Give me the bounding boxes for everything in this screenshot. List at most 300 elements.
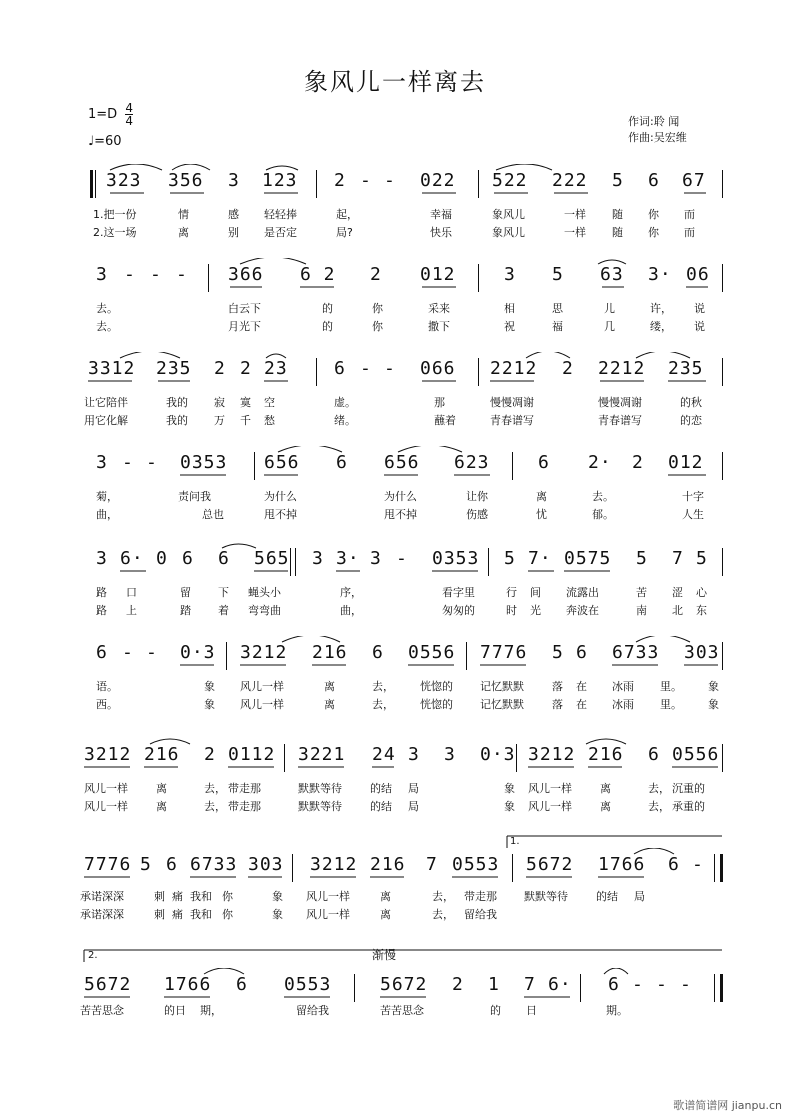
note-group: 216 (588, 744, 624, 765)
lyric: 而 (684, 226, 695, 239)
note-group: 2 (240, 358, 252, 379)
lyric: 的 (322, 320, 333, 333)
lyric: 空 (264, 396, 275, 409)
lyric: 恍惚的 (420, 698, 453, 711)
time-signature-numerator: 4 (125, 101, 133, 115)
lyric: 愁 (264, 414, 275, 427)
lyric: 我和 (190, 908, 212, 921)
lyric: 风儿一样 (528, 800, 572, 813)
lyric: 绪。 (334, 414, 356, 427)
note-group: 522 (492, 170, 528, 191)
note-group: 6 (166, 854, 178, 875)
note-group: 356 (168, 170, 204, 191)
lyric: 相 (504, 302, 515, 315)
lyric: 情 (178, 208, 189, 221)
lyric: 那 (434, 396, 445, 409)
lyric: 着 (218, 604, 229, 617)
lyricist: 作词:聆 闻 (628, 115, 680, 128)
note-group: 5 (140, 854, 152, 875)
note-group: 2212 (490, 358, 538, 379)
note-group: 216 (312, 642, 348, 663)
lyric: 的日 (164, 1004, 186, 1017)
note-group: 3212 (240, 642, 288, 663)
lyric: 西。 (96, 698, 118, 711)
note-group: 6733 (190, 854, 238, 875)
lyric: 几 (604, 320, 615, 333)
lyric: 冰雨 (612, 698, 634, 711)
lyric: 1.把一份 (93, 208, 137, 221)
note-group: 2 (632, 452, 644, 473)
lyric: 的恋 (680, 414, 702, 427)
lyric: 思 (552, 302, 563, 315)
lyric: 甩不掉 (264, 508, 297, 521)
lyric: 承诺深深 (80, 908, 124, 921)
lyric-line-2 (0, 602, 790, 618)
lyric: 间 (530, 586, 541, 599)
lyric: 象 (272, 908, 283, 921)
note-group: 6733 (612, 642, 660, 663)
note-group: 63 (600, 264, 624, 285)
lyric: 甩不掉 (384, 508, 417, 521)
lyric: 南 (636, 604, 647, 617)
note-group: 2 (334, 170, 346, 191)
note-group: 6 (334, 358, 346, 379)
lyric: 我的 (166, 414, 188, 427)
note-group: 3212 (84, 744, 132, 765)
lyric: 记忆默默 (480, 680, 524, 693)
note-group: 6· (120, 548, 144, 569)
lyric: 十字 (682, 490, 704, 503)
lyric: 寞 (240, 396, 251, 409)
lyric: 序， (340, 586, 362, 599)
lyric: 踏 (180, 604, 191, 617)
note-group: 5 (696, 548, 708, 569)
note-group: 2 (370, 264, 382, 285)
note-group: 6 2 (300, 264, 336, 285)
note-group: 2 (204, 744, 216, 765)
lyric: 用它化解 (84, 414, 128, 427)
note-group: 6 (372, 642, 384, 663)
note-group: 3312 (88, 358, 136, 379)
lyric-line-1 (0, 780, 790, 796)
lyric: 离 (536, 490, 547, 503)
note-group: 123 (262, 170, 298, 191)
note-group: 0553 (284, 974, 332, 995)
lyric: 去， (648, 800, 670, 813)
slurs (0, 446, 790, 486)
lyric: 痛 (172, 890, 183, 903)
lyric: 留给我 (464, 908, 497, 921)
lyric: 苦苦思念 (80, 1004, 124, 1017)
lyric: 的结 (370, 782, 392, 795)
lyric: 风儿一样 (240, 698, 284, 711)
lyric: 离 (380, 890, 391, 903)
note-group: - (122, 642, 134, 663)
lyric: 期。 (606, 1004, 628, 1017)
song-title: 象风儿一样离去 (304, 68, 486, 96)
lyric: 日 (526, 1004, 537, 1017)
volta-bracket-first (0, 834, 790, 848)
lyric: 去， (204, 800, 226, 813)
lyric-line-2 (0, 696, 790, 712)
note-group: 1 (488, 974, 500, 995)
lyric: 沉重的 (672, 782, 705, 795)
lyric: 离 (156, 800, 167, 813)
lyric: 象 (504, 782, 515, 795)
lyric: 曲， (96, 508, 118, 521)
lyric: 的 (322, 302, 333, 315)
note-group: 3 (228, 170, 240, 191)
note-group: - (680, 974, 692, 995)
lyric: 路 (96, 586, 107, 599)
lyric-line-2 (0, 412, 790, 428)
note-group: 3· (648, 264, 672, 285)
lyric: 留给我 (296, 1004, 329, 1017)
lyric: 曲， (340, 604, 362, 617)
note-group: 3212 (528, 744, 576, 765)
lyric: 祝 (504, 320, 515, 333)
note-group: 0556 (408, 642, 456, 663)
note-group: - (150, 264, 162, 285)
lyric: 2.这一场 (93, 226, 137, 239)
lyric: 幸福 (430, 208, 452, 221)
note-group: 303 (248, 854, 284, 875)
lyric: 恍惚的 (420, 680, 453, 693)
lyric-line-2 (0, 798, 790, 814)
lyric: 随 (612, 226, 623, 239)
lyric: 风儿一样 (240, 680, 284, 693)
lyric: 儿 (604, 302, 615, 315)
slurs (0, 258, 790, 298)
note-group: 3 (96, 452, 108, 473)
note-group: 5 (504, 548, 516, 569)
note-group: 5672 (84, 974, 132, 995)
lyric: 你 (372, 320, 383, 333)
lyric: 去， (372, 680, 394, 693)
lyric: 上 (126, 604, 137, 617)
lyric: 默默等待 (298, 800, 342, 813)
lyric-line-1 (0, 206, 790, 222)
note-group: 235 (668, 358, 704, 379)
note-group: 565 (254, 548, 290, 569)
note-group: 0·3 (480, 744, 516, 765)
lyric: 伤感 (466, 508, 488, 521)
lyric: 去。 (96, 320, 118, 333)
lyric: 离 (380, 908, 391, 921)
key-signature (88, 102, 133, 127)
lyric: 记忆默默 (480, 698, 524, 711)
note-group: 022 (420, 170, 456, 191)
tempo-value: =60 (94, 134, 122, 149)
lyric: 离 (600, 800, 611, 813)
note-group: 5672 (526, 854, 574, 875)
lyric: 采来 (428, 302, 450, 315)
lyric: 是否定 (264, 226, 297, 239)
lyric: 青春谱写 (598, 414, 642, 427)
lyric: 里。 (660, 680, 682, 693)
lyric-line-1 (0, 300, 790, 316)
lyric: 口 (126, 586, 137, 599)
lyric: 离 (324, 698, 335, 711)
note-group: 2· (588, 452, 612, 473)
lyric-line-1 (0, 394, 790, 410)
note-group: 5 (636, 548, 648, 569)
note-group: - (146, 452, 158, 473)
key-label: 1=D (88, 107, 118, 122)
note-group: 7 (672, 548, 684, 569)
lyric: 说 (694, 320, 705, 333)
time-signature-denominator: 4 (125, 114, 133, 128)
note-group: 235 (156, 358, 192, 379)
lyric: 带走那 (228, 782, 261, 795)
lyric: 刺 (154, 890, 165, 903)
lyric: 象 (204, 680, 215, 693)
lyric: 让它陪伴 (84, 396, 128, 409)
lyric-line-2 (0, 506, 790, 522)
note-group: - (396, 548, 408, 569)
lyric: 起， (336, 208, 358, 221)
note-group: - (632, 974, 644, 995)
lyric: 虚。 (334, 396, 356, 409)
lyric: 一样 (564, 226, 586, 239)
lyric-line-2 (0, 224, 790, 240)
note-group: 0353 (432, 548, 480, 569)
lyric: 你 (648, 226, 659, 239)
note-group: 3 (444, 744, 456, 765)
lyric: 局 (408, 782, 419, 795)
lyric: 下 (218, 586, 229, 599)
note-group: 366 (228, 264, 264, 285)
lyric: 许， (650, 302, 672, 315)
lyric: 撒下 (428, 320, 450, 333)
lyric: 象 (708, 680, 719, 693)
slurs (0, 636, 790, 676)
lyric: 期， (200, 1004, 222, 1017)
note-group: 5672 (380, 974, 428, 995)
note-group: 0556 (672, 744, 720, 765)
lyric: 一样 (564, 208, 586, 221)
note-group: 5 (552, 642, 564, 663)
lyric: 冰雨 (612, 680, 634, 693)
note-group: 066 (420, 358, 456, 379)
note-group: 656 (264, 452, 300, 473)
lyric: 离 (156, 782, 167, 795)
volta-bracket-second (0, 948, 790, 962)
lyric: 留 (180, 586, 191, 599)
lyric: 为什么 (384, 490, 417, 503)
lyric: 风儿一样 (306, 890, 350, 903)
lyric: 风儿一样 (84, 800, 128, 813)
lyric-line-2 (0, 906, 790, 922)
lyric: 感 (228, 208, 239, 221)
lyric: 让你 (466, 490, 488, 503)
tempo-marking (88, 134, 122, 149)
note-group: 0 (156, 548, 168, 569)
note-group: - (146, 642, 158, 663)
lyric: 随 (612, 208, 623, 221)
lyric: 在 (576, 698, 587, 711)
note-group: 323 (106, 170, 142, 191)
note-group: 6 (608, 974, 620, 995)
note-group: 7· (528, 548, 552, 569)
composer: 作曲:吴宏维 (628, 131, 687, 144)
lyric: 你 (222, 908, 233, 921)
note-group: 7 (524, 974, 536, 995)
note-group: 3 (504, 264, 516, 285)
lyric: 象风儿 (492, 208, 525, 221)
lyric: 蝇头小 (248, 586, 281, 599)
lyric: 局 (408, 800, 419, 813)
lyric: 去， (372, 698, 394, 711)
note-group: 656 (384, 452, 420, 473)
note-group: 216 (144, 744, 180, 765)
note-group: 24 (372, 744, 396, 765)
lyric: 别 (228, 226, 239, 239)
lyric: 象 (272, 890, 283, 903)
note-group: 0553 (452, 854, 500, 875)
note-group: 6 (182, 548, 194, 569)
lyric: 刺 (154, 908, 165, 921)
lyric: 象 (708, 698, 719, 711)
volta-second: 2. (88, 950, 98, 961)
note-group: 5 (612, 170, 624, 191)
lyric: 轻轻捧 (264, 208, 297, 221)
lyric: 而 (684, 208, 695, 221)
lyric: 白云下 (228, 302, 261, 315)
lyric-line-1 (0, 888, 790, 904)
lyric: 的 (490, 1004, 501, 1017)
note-group: - (124, 264, 136, 285)
volta-first: 1. (510, 836, 520, 847)
slurs (0, 352, 790, 392)
lyric: 象 (504, 800, 515, 813)
lyric: 语。 (96, 680, 118, 693)
lyric: 东 (696, 604, 707, 617)
note-group: 0112 (228, 744, 276, 765)
lyric: 局? (336, 226, 353, 239)
lyric: 的结 (370, 800, 392, 813)
lyric: 承重的 (672, 800, 705, 813)
lyric: 奔波在 (566, 604, 599, 617)
note-group: 6 (668, 854, 680, 875)
lyric: 局 (634, 890, 645, 903)
lyric: 流露出 (566, 586, 599, 599)
lyric: 路 (96, 604, 107, 617)
lyric: 人生 (682, 508, 704, 521)
note-group: - (384, 170, 396, 191)
performance-mark: 渐慢 (372, 948, 397, 962)
lyric: 青春谱写 (490, 414, 534, 427)
note-group: 7 (426, 854, 438, 875)
lyric: 象风儿 (492, 226, 525, 239)
note-group: 7776 (84, 854, 132, 875)
lyric: 离 (600, 782, 611, 795)
time-signature (125, 102, 133, 127)
note-group: - (122, 452, 134, 473)
lyric: 去。 (592, 490, 614, 503)
lyric: 风儿一样 (84, 782, 128, 795)
note-group: - (176, 264, 188, 285)
note-group: 012 (420, 264, 456, 285)
lyric: 涩 (672, 586, 683, 599)
note-group: 3 (312, 548, 324, 569)
lyric: 郁。 (592, 508, 614, 521)
lyric: 光 (530, 604, 541, 617)
note-group: 6 (648, 170, 660, 191)
note-group: 303 (684, 642, 720, 663)
lyric: 离 (324, 680, 335, 693)
lyric: 为什么 (264, 490, 297, 503)
note-group: 67 (682, 170, 706, 191)
lyric: 你 (222, 890, 233, 903)
lyric: 慢慢凋谢 (598, 396, 642, 409)
note-group: - (360, 358, 372, 379)
note-group: 2 (562, 358, 574, 379)
lyric: 苦 (636, 586, 647, 599)
lyric: 风儿一样 (528, 782, 572, 795)
note-group: 0575 (564, 548, 612, 569)
lyric: 去， (432, 908, 454, 921)
lyric: 默默等待 (524, 890, 568, 903)
lyric-line-1 (0, 1002, 790, 1018)
note-group: 3 (96, 264, 108, 285)
note-group: 3221 (298, 744, 346, 765)
lyric: 我的 (166, 396, 188, 409)
lyric: 承诺深深 (80, 890, 124, 903)
lyric: 责问我 (178, 490, 211, 503)
lyric: 看字里 (442, 586, 475, 599)
note-group: 6 (576, 642, 588, 663)
lyric: 默默等待 (298, 782, 342, 795)
slurs (0, 542, 790, 582)
lyric: 北 (672, 604, 683, 617)
note-group: 1766 (598, 854, 646, 875)
note-group: - (360, 170, 372, 191)
note-group: 3 (408, 744, 420, 765)
lyric: 蘸着 (434, 414, 456, 427)
lyric: 去， (648, 782, 670, 795)
slurs (0, 164, 790, 204)
note-group: 5 (552, 264, 564, 285)
watermark: 歌谱简谱网 jianpu.cn (673, 1099, 782, 1112)
credits (628, 114, 687, 146)
note-group: 623 (454, 452, 490, 473)
note-group: 3 (96, 548, 108, 569)
lyric: 弯弯曲 (248, 604, 281, 617)
lyric: 的秋 (680, 396, 702, 409)
lyric: 带走那 (464, 890, 497, 903)
note-group: 2 (214, 358, 226, 379)
note-group: 6 (538, 452, 550, 473)
lyric: 你 (372, 302, 383, 315)
lyric: 我和 (190, 890, 212, 903)
lyric: 离 (178, 226, 189, 239)
lyric: 里。 (660, 698, 682, 711)
note-group: 0·3 (180, 642, 216, 663)
lyric: 象 (204, 698, 215, 711)
note-group: 2 (452, 974, 464, 995)
lyric: 你 (648, 208, 659, 221)
lyric: 说 (694, 302, 705, 315)
note-group: 06 (686, 264, 710, 285)
lyric: 万 (214, 414, 225, 427)
lyric: 落 (552, 680, 563, 693)
lyric: 福 (552, 320, 563, 333)
note-group: 216 (370, 854, 406, 875)
note-group: 6 (96, 642, 108, 663)
lyric: 去， (432, 890, 454, 903)
note-group: 1766 (164, 974, 212, 995)
